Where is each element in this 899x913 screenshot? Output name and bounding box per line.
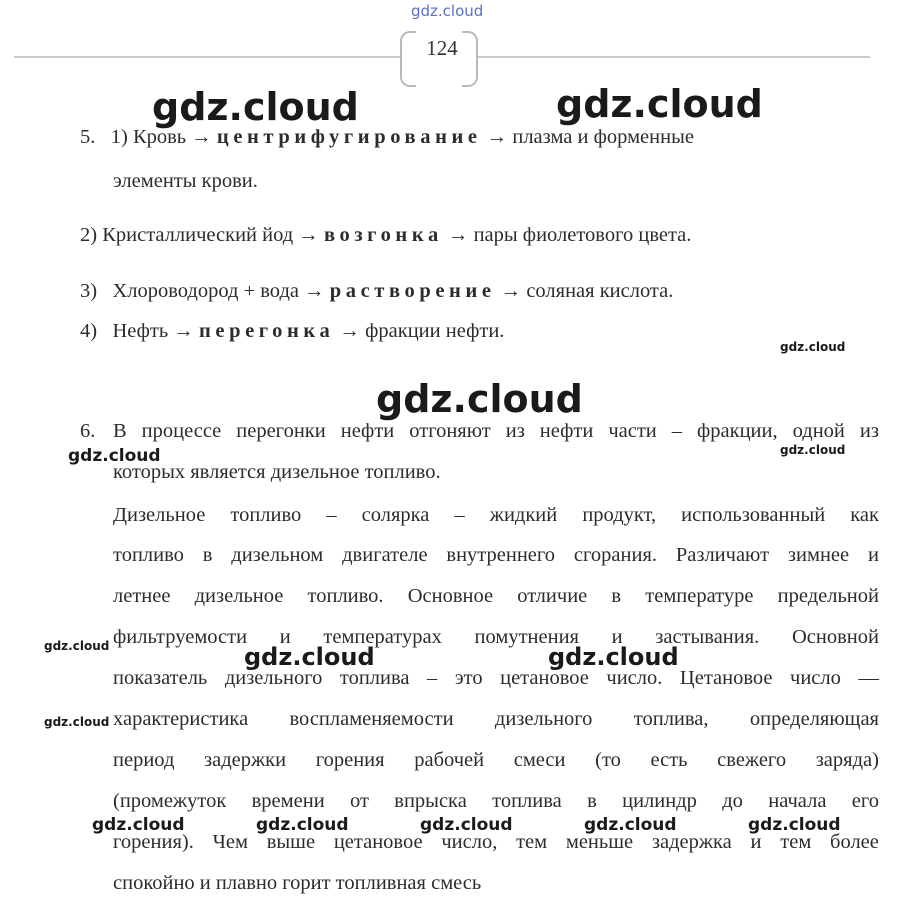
item-6-line-9: [113, 749, 879, 772]
item-5-1-input: 1) Кровь →: [110, 126, 212, 148]
item-6-line-7: [113, 667, 879, 690]
word: использованный: [681, 504, 826, 526]
word: дизельного: [494, 708, 593, 730]
item-5-2-output: → пары фиолетового цвета.: [447, 224, 692, 246]
word: температуре: [645, 585, 754, 607]
header-rule-left: [14, 56, 400, 58]
word: цилиндр: [622, 790, 697, 812]
word: характеристика: [113, 708, 249, 730]
word: заряда): [815, 749, 879, 771]
word: отгоняют: [409, 420, 491, 442]
word: определяющая: [749, 708, 879, 730]
word: меньше: [565, 831, 634, 853]
word: дизельном: [231, 544, 324, 566]
item-5-2-process: возгонка: [323, 224, 443, 246]
word: тем: [516, 831, 548, 853]
watermark: gdz.cloud: [780, 443, 846, 457]
item-6-line-2: которых является дизельное топливо.: [113, 461, 441, 483]
item-5-4-input: Нефть →: [112, 320, 194, 342]
word: воспламеняемости: [289, 708, 454, 730]
word: части: [608, 420, 657, 442]
word: из: [505, 420, 525, 442]
word: фракции,: [696, 420, 778, 442]
item-6-line-1: [113, 420, 879, 443]
item-6-number: 6.: [80, 420, 96, 442]
word: процессе: [141, 420, 222, 442]
watermark: gdz.cloud: [748, 815, 841, 835]
word: впрыска: [394, 790, 467, 812]
word: и: [611, 626, 623, 648]
word: смеси: [513, 749, 566, 771]
word: нефти: [340, 420, 395, 442]
word: –: [671, 420, 682, 442]
word: топлива: [339, 667, 410, 689]
word: его: [851, 790, 879, 812]
word: летнее: [113, 585, 171, 607]
item-5-1-process: центрифугирование: [216, 126, 482, 148]
word: Чем: [212, 831, 248, 853]
item-6-line-6: [113, 626, 879, 649]
page-number-bracket-left: [400, 31, 416, 87]
word: горения).: [113, 831, 194, 853]
watermark: gdz.cloud: [44, 639, 110, 653]
watermark: gdz.cloud: [420, 815, 513, 835]
word: зимнее: [787, 544, 850, 566]
item-5-1-line: [80, 126, 694, 149]
word: выше: [266, 831, 316, 853]
word: –: [454, 504, 465, 526]
word: в: [611, 585, 622, 607]
word: –: [427, 667, 438, 689]
word: времени: [251, 790, 325, 812]
watermark: gdz.cloud: [780, 340, 846, 354]
word: в: [202, 544, 213, 566]
item-5-4-output: → фракции нефти.: [339, 320, 505, 342]
word: цетановое: [333, 831, 423, 853]
word: —: [858, 667, 879, 689]
word: задержка: [651, 831, 732, 853]
word: температурах: [323, 626, 442, 648]
word: дизельного: [224, 667, 323, 689]
item-5-3-line: [80, 280, 673, 303]
item-6-line-3: [113, 504, 879, 527]
word: есть: [650, 749, 688, 771]
word: двигателе: [342, 544, 428, 566]
word: топливо.: [307, 585, 384, 607]
word: (то: [595, 749, 621, 771]
item-5-4-number: 4): [80, 320, 98, 342]
item-5-1-output: → плазма и форменные: [486, 126, 694, 148]
word: Цетановое: [679, 667, 773, 689]
header-rule-right: [478, 56, 870, 58]
word: период: [113, 749, 175, 771]
word: это: [454, 667, 483, 689]
word: сгорания.: [573, 544, 657, 566]
watermark: gdz.cloud: [152, 85, 359, 129]
word: солярка: [361, 504, 430, 526]
word: (промежуток: [113, 790, 227, 812]
word: число,: [441, 831, 498, 853]
word: предельной: [777, 585, 879, 607]
watermark: gdz.cloud: [584, 815, 677, 835]
item-5-1-continuation: элементы крови.: [113, 170, 258, 192]
word: цетановое: [500, 667, 589, 689]
item-6-line-10: [113, 790, 879, 813]
word: и: [750, 831, 762, 853]
item-5-3-number: 3): [80, 280, 98, 302]
word: тем: [780, 831, 812, 853]
word: нефти: [539, 420, 594, 442]
watermark: gdz.cloud: [92, 815, 185, 835]
word: в: [587, 790, 597, 812]
word: топлива: [492, 790, 562, 812]
word: более: [830, 831, 879, 853]
watermark: gdz.cloud: [548, 643, 679, 671]
word: жидкий: [489, 504, 558, 526]
word: одной: [792, 420, 845, 442]
word: и: [279, 626, 291, 648]
word: отличие: [517, 585, 588, 607]
word: застывания.: [655, 626, 760, 648]
word: топлива,: [633, 708, 709, 730]
word: дизельное: [194, 585, 284, 607]
word: из: [859, 420, 879, 442]
word: число.: [606, 667, 663, 689]
item-5-4-line: [80, 320, 504, 343]
site-link[interactable]: gdz.cloud: [411, 2, 484, 20]
word: В: [113, 420, 127, 442]
watermark: gdz.cloud: [556, 82, 763, 126]
watermark: gdz.cloud: [44, 715, 110, 729]
word: число: [790, 667, 841, 689]
watermark: gdz.cloud: [68, 446, 161, 466]
item-6-line-8: [113, 708, 879, 731]
item-5-3-input: Хлороводород + вода →: [112, 280, 325, 302]
item-5-4-process: перегонка: [198, 320, 335, 342]
word: показатель: [113, 667, 208, 689]
word: перегонки: [236, 420, 326, 442]
item-5-number: 5.: [80, 126, 96, 148]
word: до: [722, 790, 743, 812]
word: Основное: [407, 585, 494, 607]
word: Дизельное: [113, 504, 206, 526]
word: рабочей: [414, 749, 485, 771]
page-number: 124: [426, 36, 458, 60]
word: топливо: [230, 504, 302, 526]
watermark: gdz.cloud: [376, 377, 583, 421]
word: помутнения: [474, 626, 579, 648]
item-6-line-4: [113, 544, 879, 567]
word: продукт,: [582, 504, 657, 526]
item-5-3-process: растворение: [329, 280, 496, 302]
word: от: [350, 790, 369, 812]
watermark: gdz.cloud: [244, 643, 375, 671]
item-6-line-5: [113, 585, 879, 608]
word: и: [867, 544, 879, 566]
watermark: gdz.cloud: [256, 815, 349, 835]
word: свежего: [717, 749, 787, 771]
word: Основной: [791, 626, 879, 648]
item-5-2-line: [80, 224, 691, 247]
word: топливо: [113, 544, 184, 566]
word: задержки: [204, 749, 287, 771]
word: –: [326, 504, 337, 526]
word: внутреннего: [446, 544, 556, 566]
item-5-3-output: → соляная кислота.: [500, 280, 674, 302]
word: как: [850, 504, 879, 526]
word: начала: [768, 790, 827, 812]
item-6-line-12: спокойно и плавно горит топливная смесь: [113, 872, 482, 894]
word: горения: [315, 749, 385, 771]
item-5-2-input: 2) Кристаллический йод →: [80, 224, 319, 246]
word: Различают: [675, 544, 770, 566]
page-number-bracket-right: [462, 31, 478, 87]
word: фильтруемости: [113, 626, 248, 648]
